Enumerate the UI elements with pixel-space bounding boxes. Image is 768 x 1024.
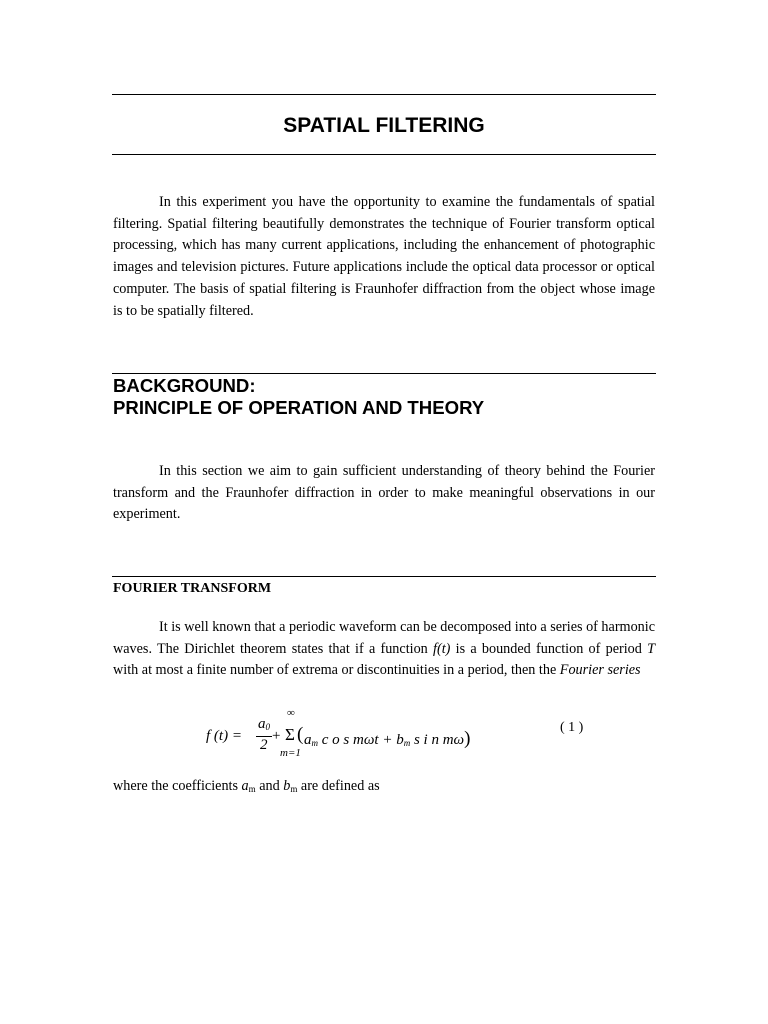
fourier-rule [112, 576, 656, 577]
eq-sigma: Σ [285, 725, 295, 744]
background-rule [112, 373, 656, 374]
where-a-sub: m [248, 784, 256, 794]
background-heading-line2: PRINCIPLE OF OPERATION AND THEORY [113, 397, 485, 418]
eq-plus: + [272, 728, 281, 744]
background-paragraph: In this section we aim to gain sufficient understanding of theory behind the Fourier transform and the Fraunhofer diffraction in order to make meaningful observations in our experiment. [113, 463, 655, 523]
eq-sin: s i n mω [410, 732, 465, 748]
fourier-ft: f(t) [433, 640, 451, 657]
equation-number: ( 1 ) [560, 720, 584, 735]
fourier-text-2: is a bounded function of period [450, 640, 648, 657]
fourier-text-3: with at most a finite number of extrema or discontinuities in a period, then the [113, 662, 560, 679]
where-b-sub: m [290, 784, 298, 794]
background-heading-line1: BACKGROUND: [113, 375, 256, 396]
eq-lower-limit: m=1 [280, 747, 301, 759]
eq-b: b [396, 732, 404, 748]
eq-upper-limit: ∞ [287, 707, 295, 719]
page-title: SPATIAL FILTERING [283, 114, 485, 137]
fourier-text-1: It is well known that a periodic waveform can be decomposed into a series of harmonic waves. The Dirichlet theorem states that if a function [113, 619, 656, 657]
eq-a: a [304, 732, 312, 748]
where-a: a [241, 778, 249, 794]
where-text-2: are defined as [297, 778, 380, 794]
eq-cos: c o s mωt + [318, 732, 397, 748]
eq-numerator [258, 716, 270, 733]
eq-close-paren: ) [464, 728, 471, 749]
eq-body [304, 728, 470, 750]
eq-b-sub: m [403, 738, 411, 748]
fourier-heading: FOURIER TRANSFORM [113, 581, 272, 596]
where-line [113, 776, 655, 801]
where-and: and [255, 778, 284, 794]
where-text-1: where the coefficients [113, 778, 242, 794]
background-heading [113, 375, 484, 419]
eq-denominator: 2 [260, 737, 268, 753]
top-rule [112, 94, 656, 95]
fourier-period: T [647, 640, 655, 657]
eq-a-sub: m [311, 738, 318, 748]
fourier-series-equation [206, 707, 476, 766]
fourier-paragraph [113, 617, 655, 682]
title-bottom-rule [112, 154, 656, 155]
eq-lhs: f (t) = [206, 728, 242, 744]
eq-num-a: a [258, 716, 266, 732]
eq-open-paren: ( [297, 724, 304, 745]
eq-num-sub: 0 [265, 722, 270, 732]
where-b: b [283, 778, 291, 794]
fourier-series-term: Fourier series [559, 662, 641, 679]
intro-paragraph: In this experiment you have the opportunity to examine the fundamentals of spatial filtering. Spatial filtering beautifully demonstrates the technique of Fourier transform optical processing, which has many current applications, including the enhancement of photographic images and television pictures. Future applications include the optical data processor or optical computer. The basis of spatial filtering is Fraunhofer diffraction from the object whose image is to be spatially filtered. [113, 194, 655, 319]
